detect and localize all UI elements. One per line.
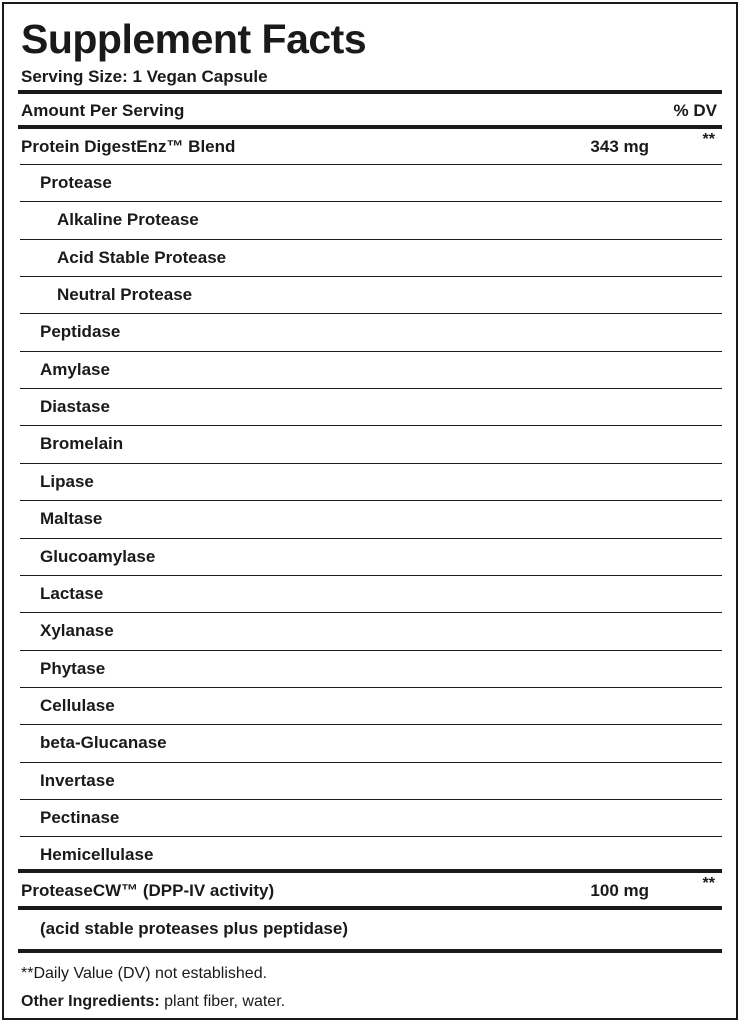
- ingredient-name: Maltase: [40, 509, 103, 529]
- ingredient-row: [21, 426, 719, 462]
- ingredient-row: [21, 837, 719, 873]
- ingredient-name: Peptidase: [40, 322, 121, 342]
- footnote: **Daily Value (DV) not established.: [21, 965, 268, 982]
- ingredient-name: Neutral Protease: [57, 285, 193, 305]
- second-blend-row: [21, 873, 719, 909]
- second-blend-note: (acid stable proteases plus peptidase): [40, 919, 348, 938]
- panel-title: Supplement Facts: [21, 16, 367, 62]
- ingredient-row: [21, 688, 719, 724]
- supplement-facts-panel: [2, 2, 738, 1020]
- ingredient-row: [21, 202, 719, 238]
- ingredient-name: Phytase: [40, 658, 106, 678]
- divider-thick: [18, 949, 722, 953]
- second-blend-dv: **: [702, 875, 715, 892]
- amount-per-serving-label: Amount Per Serving: [21, 101, 185, 120]
- ingredient-row: [21, 763, 719, 799]
- ingredient-row: [21, 165, 719, 201]
- ingredient-row: [21, 314, 719, 350]
- divider-thick: [18, 906, 722, 910]
- ingredient-row: [21, 576, 719, 612]
- other-ingredients: [21, 992, 285, 1012]
- ingredient-row: [21, 352, 719, 388]
- blend-amount: 343 mg: [590, 137, 649, 156]
- ingredient-name: Glucoamylase: [40, 546, 156, 566]
- ingredient-name: Invertase: [40, 770, 115, 790]
- ingredient-name: beta-Glucanase: [40, 733, 167, 753]
- ingredient-row: [21, 651, 719, 687]
- ingredient-name: Cellulase: [40, 695, 115, 715]
- ingredient-row: [21, 539, 719, 575]
- ingredient-name: Bromelain: [40, 434, 124, 454]
- other-ingredients-label: Other Ingredients:: [21, 993, 160, 1010]
- ingredient-row: [21, 240, 719, 276]
- ingredient-name: Pectinase: [40, 807, 120, 827]
- ingredient-name: Xylanase: [40, 621, 114, 641]
- blend-dv: **: [702, 131, 715, 148]
- second-blend-amount: 100 mg: [590, 881, 649, 900]
- daily-value-header: % DV: [673, 101, 717, 120]
- ingredient-name: Acid Stable Protease: [57, 247, 227, 267]
- ingredient-name: Diastase: [40, 397, 110, 417]
- ingredient-row: [21, 800, 719, 836]
- ingredient-name: Amylase: [40, 359, 110, 379]
- blend-name: Protein DigestEnz™ Blend: [21, 137, 236, 156]
- second-blend-name: ProteaseCW™ (DPP-IV activity): [21, 881, 275, 900]
- second-blend-note-row: [21, 911, 719, 947]
- ingredient-row: [21, 389, 719, 425]
- ingredient-row: [21, 613, 719, 649]
- serving-size: Serving Size: 1 Vegan Capsule: [21, 67, 268, 86]
- ingredient-name: Hemicellulase: [40, 845, 154, 865]
- ingredient-name: Alkaline Protease: [57, 210, 199, 230]
- ingredient-row: [21, 277, 719, 313]
- ingredient-row: [21, 464, 719, 500]
- blend-row: [21, 129, 719, 165]
- ingredient-name: Lactase: [40, 583, 104, 603]
- header-row: [21, 93, 719, 129]
- ingredient-row: [21, 501, 719, 537]
- ingredient-name: Protease: [40, 173, 112, 192]
- other-ingredients-value: plant fiber, water.: [159, 993, 286, 1010]
- ingredient-name: Lipase: [40, 471, 94, 491]
- ingredient-row: [21, 725, 719, 761]
